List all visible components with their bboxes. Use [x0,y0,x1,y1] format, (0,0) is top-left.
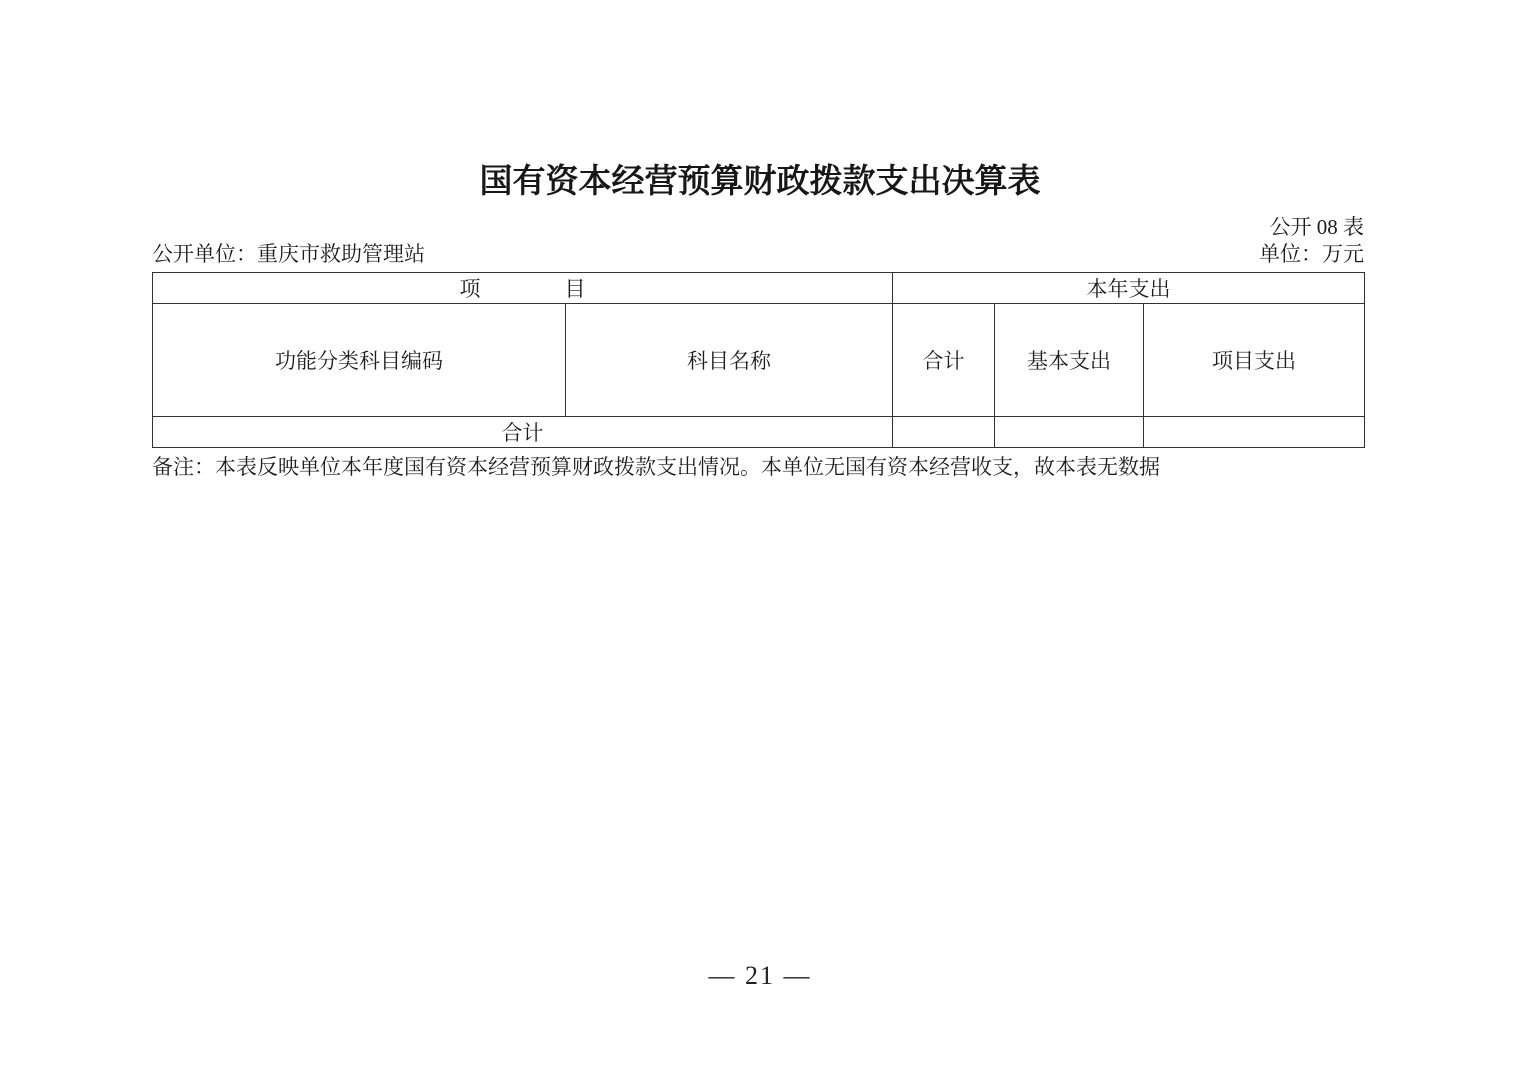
content-area [152,214,1364,480]
publishing-unit-label: 公开单位：重庆市救助管理站 [152,242,425,266]
table-row [153,417,1365,448]
row-total-value [893,417,995,448]
meta-row [152,240,1364,268]
row-total-label: 合计 [153,417,893,448]
page-title: 国有资本经营预算财政拨款支出决算表 [479,162,1041,199]
unit-of-measure-label: 单位：万元 [1259,242,1364,266]
row-project-expense-value [1144,417,1365,448]
header-function-classification-code: 功能分类科目编码 [153,304,566,417]
page-number: — 21 — [708,961,812,990]
header-current-year-expense-group: 本年支出 [893,273,1365,304]
header-total: 合计 [893,304,995,417]
footnote: 备注：本表反映单位本年度国有资本经营预算财政拨款支出情况。本单位无国有资本经营收支，故本表无数据 [152,455,1160,479]
header-project-expense: 项目支出 [1144,304,1365,417]
fiscal-expense-table [152,272,1365,448]
header-basic-expense: 基本支出 [995,304,1144,417]
row-basic-expense-value [995,417,1144,448]
table-header-columns-row [153,304,1365,417]
table-header-group-row [153,273,1365,304]
table-number-label: 公开 08 表 [1269,215,1364,239]
header-item-group: 项 目 [153,273,893,304]
header-subject-name: 科目名称 [566,304,893,417]
